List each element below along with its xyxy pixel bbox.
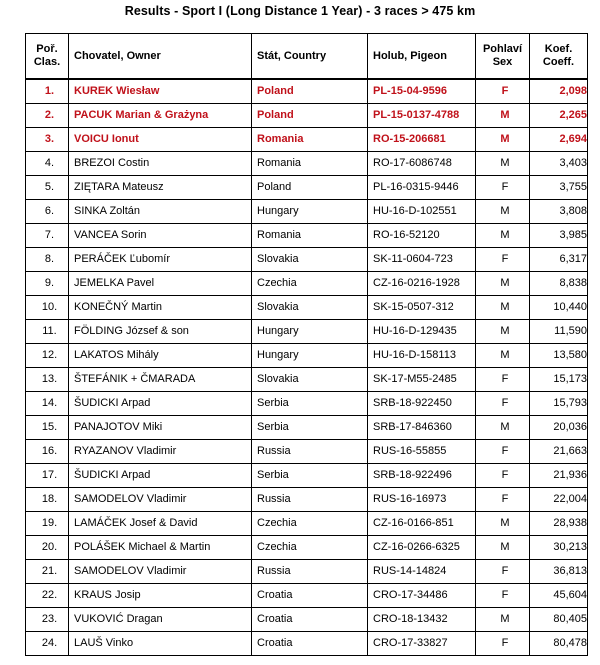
table-row bbox=[26, 512, 588, 536]
coefficient-cell: 3,755 bbox=[530, 176, 588, 200]
coefficient-cell: 80,478 bbox=[530, 632, 588, 656]
table-row bbox=[26, 560, 588, 584]
rank-cell: 12. bbox=[26, 344, 69, 368]
coefficient-cell: 30,213 bbox=[530, 536, 588, 560]
owner-cell: PANAJOTOV Miki bbox=[69, 416, 252, 440]
table-row bbox=[26, 608, 588, 632]
owner-cell: SINKA Zoltán bbox=[69, 200, 252, 224]
table-row bbox=[26, 368, 588, 392]
pigeon-ring-cell: CRO-18-13432 bbox=[368, 608, 476, 632]
country-cell: Slovakia bbox=[252, 248, 368, 272]
table-row bbox=[26, 248, 588, 272]
pigeon-ring-cell: SRB-18-922450 bbox=[368, 392, 476, 416]
country-cell: Serbia bbox=[252, 416, 368, 440]
rank-cell: 2. bbox=[26, 104, 69, 128]
country-cell: Slovakia bbox=[252, 368, 368, 392]
pigeon-ring-cell: HU-16-D-158113 bbox=[368, 344, 476, 368]
sex-cell: M bbox=[476, 320, 530, 344]
rank-cell: 3. bbox=[26, 128, 69, 152]
country-cell: Croatia bbox=[252, 632, 368, 656]
pigeon-ring-cell: RUS-14-14824 bbox=[368, 560, 476, 584]
coefficient-cell: 10,440 bbox=[530, 296, 588, 320]
owner-cell: SAMODELOV Vladimir bbox=[69, 560, 252, 584]
owner-cell: SAMODELOV Vladimir bbox=[69, 488, 252, 512]
country-cell: Hungary bbox=[252, 320, 368, 344]
rank-cell: 4. bbox=[26, 152, 69, 176]
pigeon-ring-cell: PL-16-0315-9446 bbox=[368, 176, 476, 200]
owner-cell: VOICU Ionut bbox=[69, 128, 252, 152]
sex-cell: M bbox=[476, 272, 530, 296]
rank-cell: 10. bbox=[26, 296, 69, 320]
sex-cell: M bbox=[476, 104, 530, 128]
coefficient-cell: 21,936 bbox=[530, 464, 588, 488]
sex-cell: M bbox=[476, 608, 530, 632]
owner-cell: ZIĘTARA Mateusz bbox=[69, 176, 252, 200]
pigeon-ring-cell: CZ-16-0266-6325 bbox=[368, 536, 476, 560]
pigeon-ring-cell: HU-16-D-102551 bbox=[368, 200, 476, 224]
sex-cell: F bbox=[476, 176, 530, 200]
country-cell: Croatia bbox=[252, 608, 368, 632]
owner-cell: LAUŠ Vinko bbox=[69, 632, 252, 656]
coefficient-cell: 36,813 bbox=[530, 560, 588, 584]
pigeon-ring-cell: RUS-16-16973 bbox=[368, 488, 476, 512]
country-cell: Russia bbox=[252, 488, 368, 512]
sex-cell: M bbox=[476, 296, 530, 320]
sex-cell: M bbox=[476, 200, 530, 224]
pigeon-ring-cell: CZ-16-0166-851 bbox=[368, 512, 476, 536]
sex-cell: F bbox=[476, 248, 530, 272]
table-row bbox=[26, 632, 588, 656]
owner-cell: LAMÁČEK Josef & David bbox=[69, 512, 252, 536]
country-cell: Poland bbox=[252, 176, 368, 200]
coefficient-cell: 15,793 bbox=[530, 392, 588, 416]
table-row bbox=[26, 488, 588, 512]
sex-cell: F bbox=[476, 632, 530, 656]
sex-cell: M bbox=[476, 224, 530, 248]
rank-cell: 11. bbox=[26, 320, 69, 344]
sex-cell: F bbox=[476, 79, 530, 104]
rank-cell: 1. bbox=[26, 79, 69, 104]
page-title: Results - Sport I (Long Distance 1 Year) - 3 races > 475 km bbox=[124, 4, 476, 18]
owner-cell: ŠUDICKI Arpad bbox=[69, 464, 252, 488]
country-cell: Czechia bbox=[252, 512, 368, 536]
sex-cell: F bbox=[476, 584, 530, 608]
column-header-sex bbox=[476, 34, 530, 80]
rank-cell: 22. bbox=[26, 584, 69, 608]
column-header-rank-en: Clas. bbox=[33, 56, 61, 68]
owner-cell: JEMELKA Pavel bbox=[69, 272, 252, 296]
table-row bbox=[26, 104, 588, 128]
coefficient-cell: 11,590 bbox=[530, 320, 588, 344]
sex-cell: M bbox=[476, 416, 530, 440]
column-header-country: Stát, Country bbox=[252, 34, 368, 80]
column-header-pigeon: Holub, Pigeon bbox=[368, 34, 476, 80]
rank-cell: 5. bbox=[26, 176, 69, 200]
rank-cell: 18. bbox=[26, 488, 69, 512]
pigeon-ring-cell: RO-16-52120 bbox=[368, 224, 476, 248]
pigeon-ring-cell: SK-11-0604-723 bbox=[368, 248, 476, 272]
owner-cell: RYAZANOV Vladimir bbox=[69, 440, 252, 464]
sex-cell: F bbox=[476, 440, 530, 464]
column-header-coefficient bbox=[530, 34, 588, 80]
coefficient-cell: 2,694 bbox=[530, 128, 588, 152]
owner-cell: PACUK Marian & Grażyna bbox=[69, 104, 252, 128]
owner-cell: LAKATOS Mihály bbox=[69, 344, 252, 368]
owner-cell: BREZOI Costin bbox=[69, 152, 252, 176]
table-row bbox=[26, 440, 588, 464]
country-cell: Russia bbox=[252, 440, 368, 464]
rank-cell: 23. bbox=[26, 608, 69, 632]
table-row bbox=[26, 584, 588, 608]
coefficient-cell: 20,036 bbox=[530, 416, 588, 440]
table-row bbox=[26, 464, 588, 488]
country-cell: Poland bbox=[252, 104, 368, 128]
country-cell: Poland bbox=[252, 79, 368, 104]
sex-cell: M bbox=[476, 344, 530, 368]
country-cell: Croatia bbox=[252, 584, 368, 608]
sex-cell: M bbox=[476, 152, 530, 176]
column-header-owner: Chovatel, Owner bbox=[69, 34, 252, 80]
table-row bbox=[26, 128, 588, 152]
pigeon-ring-cell: SRB-17-846360 bbox=[368, 416, 476, 440]
rank-cell: 20. bbox=[26, 536, 69, 560]
rank-cell: 8. bbox=[26, 248, 69, 272]
owner-cell: VUKOVIĆ Dragan bbox=[69, 608, 252, 632]
coefficient-cell: 8,838 bbox=[530, 272, 588, 296]
table-row bbox=[26, 392, 588, 416]
country-cell: Romania bbox=[252, 152, 368, 176]
owner-cell: KRAUS Josip bbox=[69, 584, 252, 608]
coefficient-cell: 2,265 bbox=[530, 104, 588, 128]
table-row bbox=[26, 296, 588, 320]
country-cell: Hungary bbox=[252, 200, 368, 224]
country-cell: Russia bbox=[252, 560, 368, 584]
column-header-sex-cz: Pohlaví bbox=[482, 43, 523, 55]
country-cell: Czechia bbox=[252, 536, 368, 560]
pigeon-ring-cell: SRB-18-922496 bbox=[368, 464, 476, 488]
column-header-coefficient-en: Coeff. bbox=[542, 56, 575, 68]
owner-cell: FÖLDING József & son bbox=[69, 320, 252, 344]
pigeon-ring-cell: SK-17-M55-2485 bbox=[368, 368, 476, 392]
pigeon-ring-cell: PL-15-0137-4788 bbox=[368, 104, 476, 128]
table-row bbox=[26, 416, 588, 440]
table-row bbox=[26, 79, 588, 104]
coefficient-cell: 80,405 bbox=[530, 608, 588, 632]
pigeon-ring-cell: SK-15-0507-312 bbox=[368, 296, 476, 320]
sex-cell: F bbox=[476, 560, 530, 584]
rank-cell: 19. bbox=[26, 512, 69, 536]
coefficient-cell: 22,004 bbox=[530, 488, 588, 512]
table-row bbox=[26, 176, 588, 200]
coefficient-cell: 15,173 bbox=[530, 368, 588, 392]
table-row bbox=[26, 344, 588, 368]
owner-cell: ŠTEFÁNIK + ČMARADA bbox=[69, 368, 252, 392]
coefficient-cell: 3,808 bbox=[530, 200, 588, 224]
coefficient-cell: 28,938 bbox=[530, 512, 588, 536]
rank-cell: 21. bbox=[26, 560, 69, 584]
column-header-rank bbox=[26, 34, 69, 80]
country-cell: Romania bbox=[252, 224, 368, 248]
sex-cell: F bbox=[476, 392, 530, 416]
pigeon-ring-cell: PL-15-04-9596 bbox=[368, 79, 476, 104]
coefficient-cell: 3,985 bbox=[530, 224, 588, 248]
coefficient-cell: 2,098 bbox=[530, 79, 588, 104]
country-cell: Serbia bbox=[252, 392, 368, 416]
table-header bbox=[26, 34, 588, 80]
owner-cell: KUREK Wiesław bbox=[69, 79, 252, 104]
sex-cell: F bbox=[476, 368, 530, 392]
owner-cell: KONEČNÝ Martin bbox=[69, 296, 252, 320]
pigeon-ring-cell: CRO-17-34486 bbox=[368, 584, 476, 608]
pigeon-ring-cell: CZ-16-0216-1928 bbox=[368, 272, 476, 296]
rank-cell: 9. bbox=[26, 272, 69, 296]
coefficient-cell: 3,403 bbox=[530, 152, 588, 176]
column-header-sex-en: Sex bbox=[492, 56, 513, 68]
rank-cell: 15. bbox=[26, 416, 69, 440]
table-row bbox=[26, 320, 588, 344]
coefficient-cell: 45,604 bbox=[530, 584, 588, 608]
country-cell: Serbia bbox=[252, 464, 368, 488]
table-row bbox=[26, 272, 588, 296]
table-body bbox=[26, 79, 588, 656]
table-row bbox=[26, 536, 588, 560]
owner-cell: POLÁŠEK Michael & Martin bbox=[69, 536, 252, 560]
table-row bbox=[26, 152, 588, 176]
pigeon-ring-cell: HU-16-D-129435 bbox=[368, 320, 476, 344]
owner-cell: ŠUDICKI Arpad bbox=[69, 392, 252, 416]
owner-cell: PERÁČEK Ľubomír bbox=[69, 248, 252, 272]
sex-cell: F bbox=[476, 488, 530, 512]
rank-cell: 7. bbox=[26, 224, 69, 248]
pigeon-ring-cell: RO-15-206681 bbox=[368, 128, 476, 152]
pigeon-ring-cell: CRO-17-33827 bbox=[368, 632, 476, 656]
table-row bbox=[26, 200, 588, 224]
country-cell: Czechia bbox=[252, 272, 368, 296]
pigeon-ring-cell: RO-17-6086748 bbox=[368, 152, 476, 176]
country-cell: Hungary bbox=[252, 344, 368, 368]
country-cell: Slovakia bbox=[252, 296, 368, 320]
sex-cell: F bbox=[476, 464, 530, 488]
rank-cell: 14. bbox=[26, 392, 69, 416]
results-table bbox=[25, 33, 588, 656]
coefficient-cell: 21,663 bbox=[530, 440, 588, 464]
coefficient-cell: 13,580 bbox=[530, 344, 588, 368]
rank-cell: 16. bbox=[26, 440, 69, 464]
column-header-coefficient-cz: Koef. bbox=[544, 43, 573, 55]
sex-cell: M bbox=[476, 512, 530, 536]
rank-cell: 13. bbox=[26, 368, 69, 392]
header-row bbox=[26, 34, 588, 80]
rank-cell: 24. bbox=[26, 632, 69, 656]
rank-cell: 6. bbox=[26, 200, 69, 224]
table-row bbox=[26, 224, 588, 248]
sex-cell: M bbox=[476, 128, 530, 152]
country-cell: Romania bbox=[252, 128, 368, 152]
column-header-rank-cz: Poř. bbox=[36, 43, 58, 55]
sex-cell: M bbox=[476, 536, 530, 560]
pigeon-ring-cell: RUS-16-55855 bbox=[368, 440, 476, 464]
owner-cell: VANCEA Sorin bbox=[69, 224, 252, 248]
rank-cell: 17. bbox=[26, 464, 69, 488]
coefficient-cell: 6,317 bbox=[530, 248, 588, 272]
